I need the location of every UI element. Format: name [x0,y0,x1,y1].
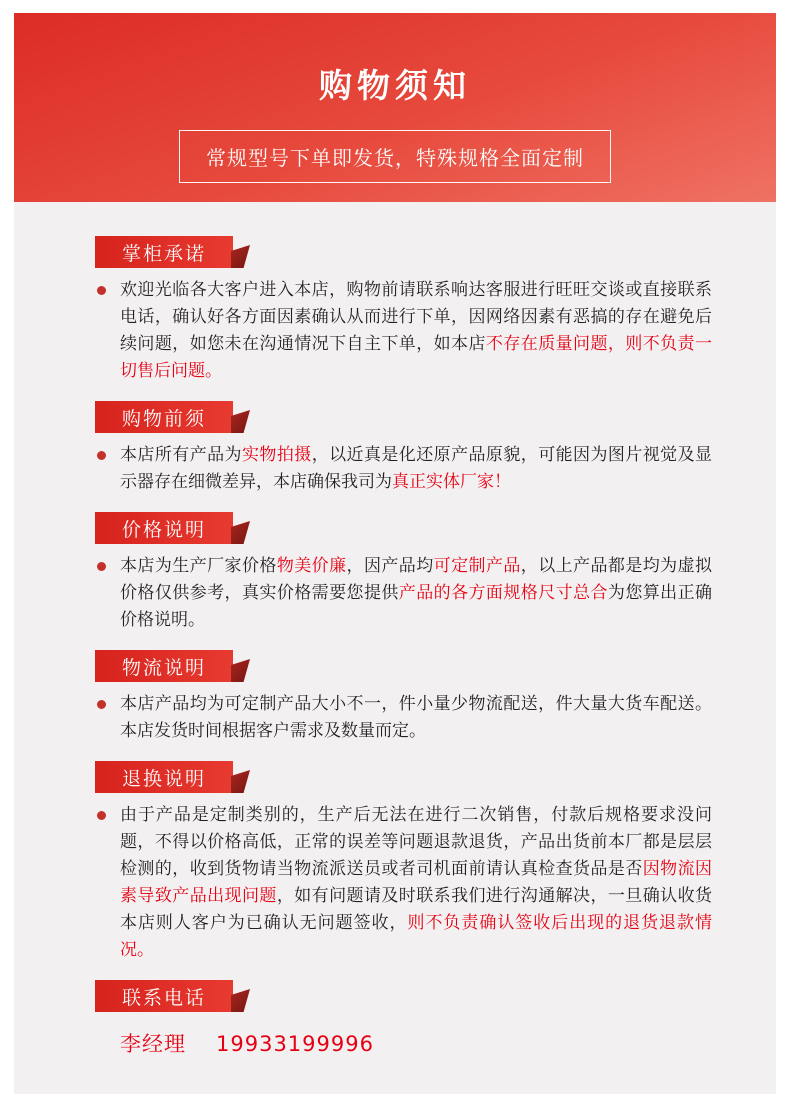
section-title: 联系电话 [121,986,206,1009]
section-ribbon [95,512,233,544]
text-run: 欢迎光临各大客户进入本店，购物前请联系响达客服进行旺旺交谈或直接联系电话，确认好各方面因素确认从而进行下单，因网络因素有恶搞的存在避免后续问题，如您未在沟通情况下自主下单，如本店 [120,280,712,354]
contact-line [95,1028,712,1058]
text-run: 则不负责确认签收后出现的退货退款情况。 [120,913,712,960]
section-ribbon-banner [95,512,233,544]
section-ribbon [95,761,233,793]
section-paragraph [95,442,712,496]
text-run: 为您算出正确价格说明。 [120,583,713,630]
section-ribbon-banner [95,650,233,682]
section-title: 购物前须 [121,407,206,430]
section-价格说明 [14,512,776,634]
sections-root [14,236,776,1058]
notice-card [14,13,776,1094]
section-paragraph [95,691,712,745]
contact-phone[interactable]: 19933199996 [216,1032,374,1056]
bullet-dot-icon [97,451,106,460]
text-run: ，以上产品都是均为虚拟价格仅供参考，真实价格需要您提供 [120,556,713,603]
text-run: 本店产品均为可定制产品大小不一，件小量少物流配送，件大量大货车配送。本店发货时间根据客户需求及数量而定。 [120,694,712,741]
text-run: 实物拍摄 [241,445,312,465]
text-run: ，以近真是化还原产品原貌，可能因为图片视觉及显示器存在细微差异，本店确保我司为 [120,445,713,492]
section-ribbon [95,980,233,1012]
section-物流说明 [14,650,776,745]
section-ribbon-banner [95,980,233,1012]
section-paragraph [95,277,712,385]
bullet-dot-icon [97,286,106,295]
section-退换说明 [14,761,776,964]
section-title: 掌柜承诺 [121,242,206,265]
text-run: 真正实体厂家！ [392,472,511,492]
ribbon-fold-shape [231,410,250,433]
bullet-dot-icon [97,811,106,820]
text-run: 本店所有产品为 [120,445,242,465]
banner-subtitle-box: 常规型号下单即发货，特殊规格全面定制 [179,130,611,183]
section-联系电话 [14,980,776,1058]
text-run: 产品的各方面规格尺寸总合 [398,583,608,603]
bullet-dot-icon [97,700,106,709]
section-title: 物流说明 [121,656,206,679]
section-ribbon [95,236,233,268]
ribbon-fold-shape [231,521,250,544]
section-title: 价格说明 [121,518,206,541]
section-ribbon [95,650,233,682]
section-title: 退换说明 [121,767,206,790]
section-购物前须 [14,401,776,496]
notice-sections [14,202,776,1094]
bullet-dot-icon [97,562,106,571]
text-run: ，因产品均 [346,556,434,576]
ribbon-fold-shape [231,245,250,268]
text-run: 不存在质量问题，则不负责一切售后问题。 [120,334,713,381]
text-run: 由于产品是定制类别的，生产后无法在进行二次销售，付款后规格要求没问题，不得以价格高低，正常的误差等问题退款退货，产品出货前本厂都是层层检测的，收到货物请当物流派送员或者司机面前请认真检查货品是否 [120,805,712,879]
contact-name: 李经理 [120,1032,186,1056]
text-run: 物美价廉 [276,556,347,576]
ribbon-fold-shape [231,989,250,1012]
section-paragraph [95,802,712,964]
ribbon-fold-shape [231,770,250,793]
section-掌柜承诺 [14,236,776,385]
ribbon-fold-shape [231,659,250,682]
text-run: ，如有问题请及时联系我们进行沟通解决，一旦确认收货本店则人客户为已确认无问题签收， [120,886,713,933]
text-run: 本店为生产厂家价格 [120,556,277,576]
section-ribbon-banner [95,761,233,793]
page-title: 购物须知 [319,66,471,105]
text-run: 可定制产品 [433,556,521,576]
section-ribbon-banner [95,401,233,433]
section-paragraph [95,553,712,634]
section-ribbon [95,401,233,433]
banner [14,13,776,202]
text-run: 因物流因素导致产品出现问题 [120,859,713,906]
section-ribbon-banner [95,236,233,268]
